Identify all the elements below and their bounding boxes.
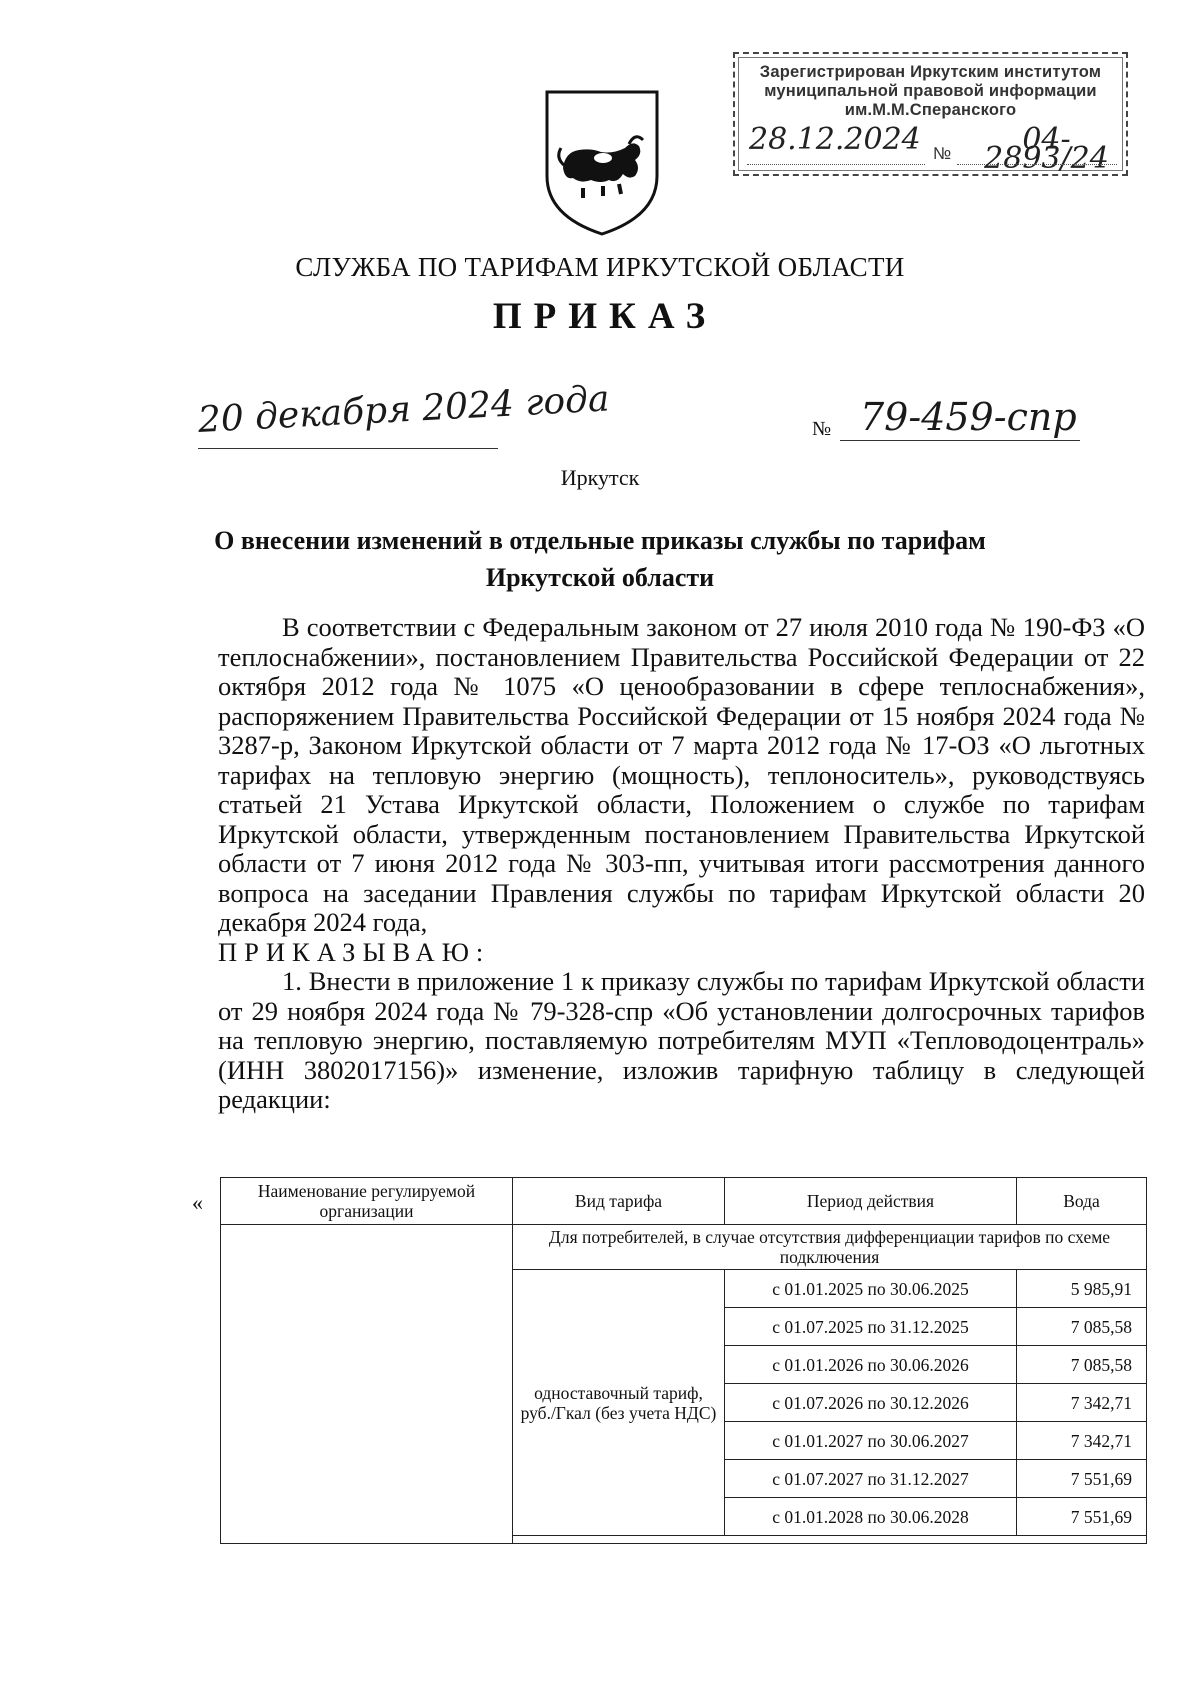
number-underline <box>840 440 1080 441</box>
handwritten-date: 20 декабря 2024 года <box>196 378 611 441</box>
value-cell: 7 551,69 <box>1017 1460 1147 1498</box>
heading-line-1: О внесении изменений в отдельные приказы службы по тарифам <box>214 526 986 555</box>
period-cell: с 01.07.2026 по 30.12.2026 <box>725 1384 1017 1422</box>
header-tariff-type: Вид тарифа <box>513 1178 725 1225</box>
city-name: Иркутск <box>560 465 640 490</box>
tariff-table <box>220 1177 1147 1544</box>
period-cell: с 01.01.2027 по 30.06.2027 <box>725 1422 1017 1460</box>
registration-stamp <box>733 52 1128 176</box>
stamp-number-sign: № <box>933 144 952 163</box>
consumer-subheader: Для потребителей, в случае отсутствия дифференциации тарифов по схеме подключения <box>513 1225 1147 1270</box>
table-header-row <box>221 1178 1147 1225</box>
heading-line-2: Иркутской области <box>485 563 715 592</box>
header-period: Период действия <box>725 1178 1017 1225</box>
value-cell: 7 342,71 <box>1017 1422 1147 1460</box>
stamp-handwritten-number: 04-2893/24 <box>984 122 1109 176</box>
stamp-date-underline <box>747 164 925 165</box>
tariff-type-cell: одноставочный тариф, руб./Гкал (без учета НДС) <box>513 1270 725 1536</box>
stamp-line-3: им.М.М.Сперанского <box>844 101 1017 119</box>
document-type-title: ПРИКАЗ <box>492 296 718 337</box>
organization-cell <box>221 1225 513 1544</box>
order-heading <box>0 522 1200 596</box>
period-cell: с 01.01.2025 по 30.06.2025 <box>725 1270 1017 1308</box>
header-organization: Наименование регулируемой организации <box>221 1178 513 1225</box>
period-cell: с 01.01.2028 по 30.06.2028 <box>725 1498 1017 1536</box>
agency-name: СЛУЖБА ПО ТАРИФАМ ИРКУТСКОЙ ОБЛАСТИ <box>295 252 905 282</box>
order-body <box>218 613 1145 1115</box>
value-cell: 5 985,91 <box>1017 1270 1147 1308</box>
coat-of-arms-emblem <box>543 88 661 238</box>
period-cell: с 01.07.2025 по 31.12.2025 <box>725 1308 1017 1346</box>
table-opening-quote: « <box>192 1190 203 1215</box>
value-cell: 7 085,58 <box>1017 1308 1147 1346</box>
value-cell: 7 551,69 <box>1017 1498 1147 1536</box>
handwritten-order-number: 79-459-спр <box>860 395 1077 439</box>
spacer-cell <box>513 1536 1147 1544</box>
order-directive-word: ПРИКАЗЫВАЮ: <box>218 936 491 967</box>
number-sign: № <box>812 418 832 440</box>
stamp-handwritten-date: 28.12.2024 <box>749 122 921 157</box>
stamp-line-1: Зарегистрирован Иркутским институтом <box>759 63 1102 81</box>
preamble-paragraph: В соответствии с Федеральным законом от 27 июля 2010 года № 190-ФЗ «О теплоснабжении», постановлением Правительства Российской Федерации от 22 октября 2012 года № 1075 «О ценообразовании в сфере теплоснабжения», распоряжением Правительства Российской Федерации от 15 ноября 2024 года № 3287-р, Законом Иркутской области от 7 марта 2012 года № 17-ОЗ «О льготных тарифах на тепловую энергию (мощность), теплоноситель», руководствуясь статьей 21 Устава Иркутской области, Положением о службе по тарифам Иркутской области, утвержденным постановлением Правительства Иркутской области от 7 июня 2012 года № 303-пп, учитывая итоги рассмотрения данного вопроса на заседании Правления службы по тарифам Иркутской области 20 декабря 2024 года, <box>218 612 1145 937</box>
date-underline <box>198 448 498 449</box>
value-cell: 7 342,71 <box>1017 1384 1147 1422</box>
item-1-paragraph: 1. Внести в приложение 1 к приказу службы по тарифам Иркутской области от 29 ноября 2024 года № 79-328-спр «Об установлении долгосрочных тарифов на тепловую энергию, поставляемую потребителям МУП «Тепловодоцентраль» (ИНН 3802017156)» изменение, изложив тарифную таблицу в следующей редакции: <box>218 966 1145 1114</box>
stamp-number-underline <box>957 164 1117 165</box>
table-subheader-row <box>221 1225 1147 1270</box>
value-cell: 7 085,58 <box>1017 1346 1147 1384</box>
period-cell: с 01.01.2026 по 30.06.2026 <box>725 1346 1017 1384</box>
stamp-line-2: муниципальной правовой информации <box>764 82 1097 100</box>
period-cell: с 01.07.2027 по 31.12.2027 <box>725 1460 1017 1498</box>
header-water: Вода <box>1017 1178 1147 1225</box>
